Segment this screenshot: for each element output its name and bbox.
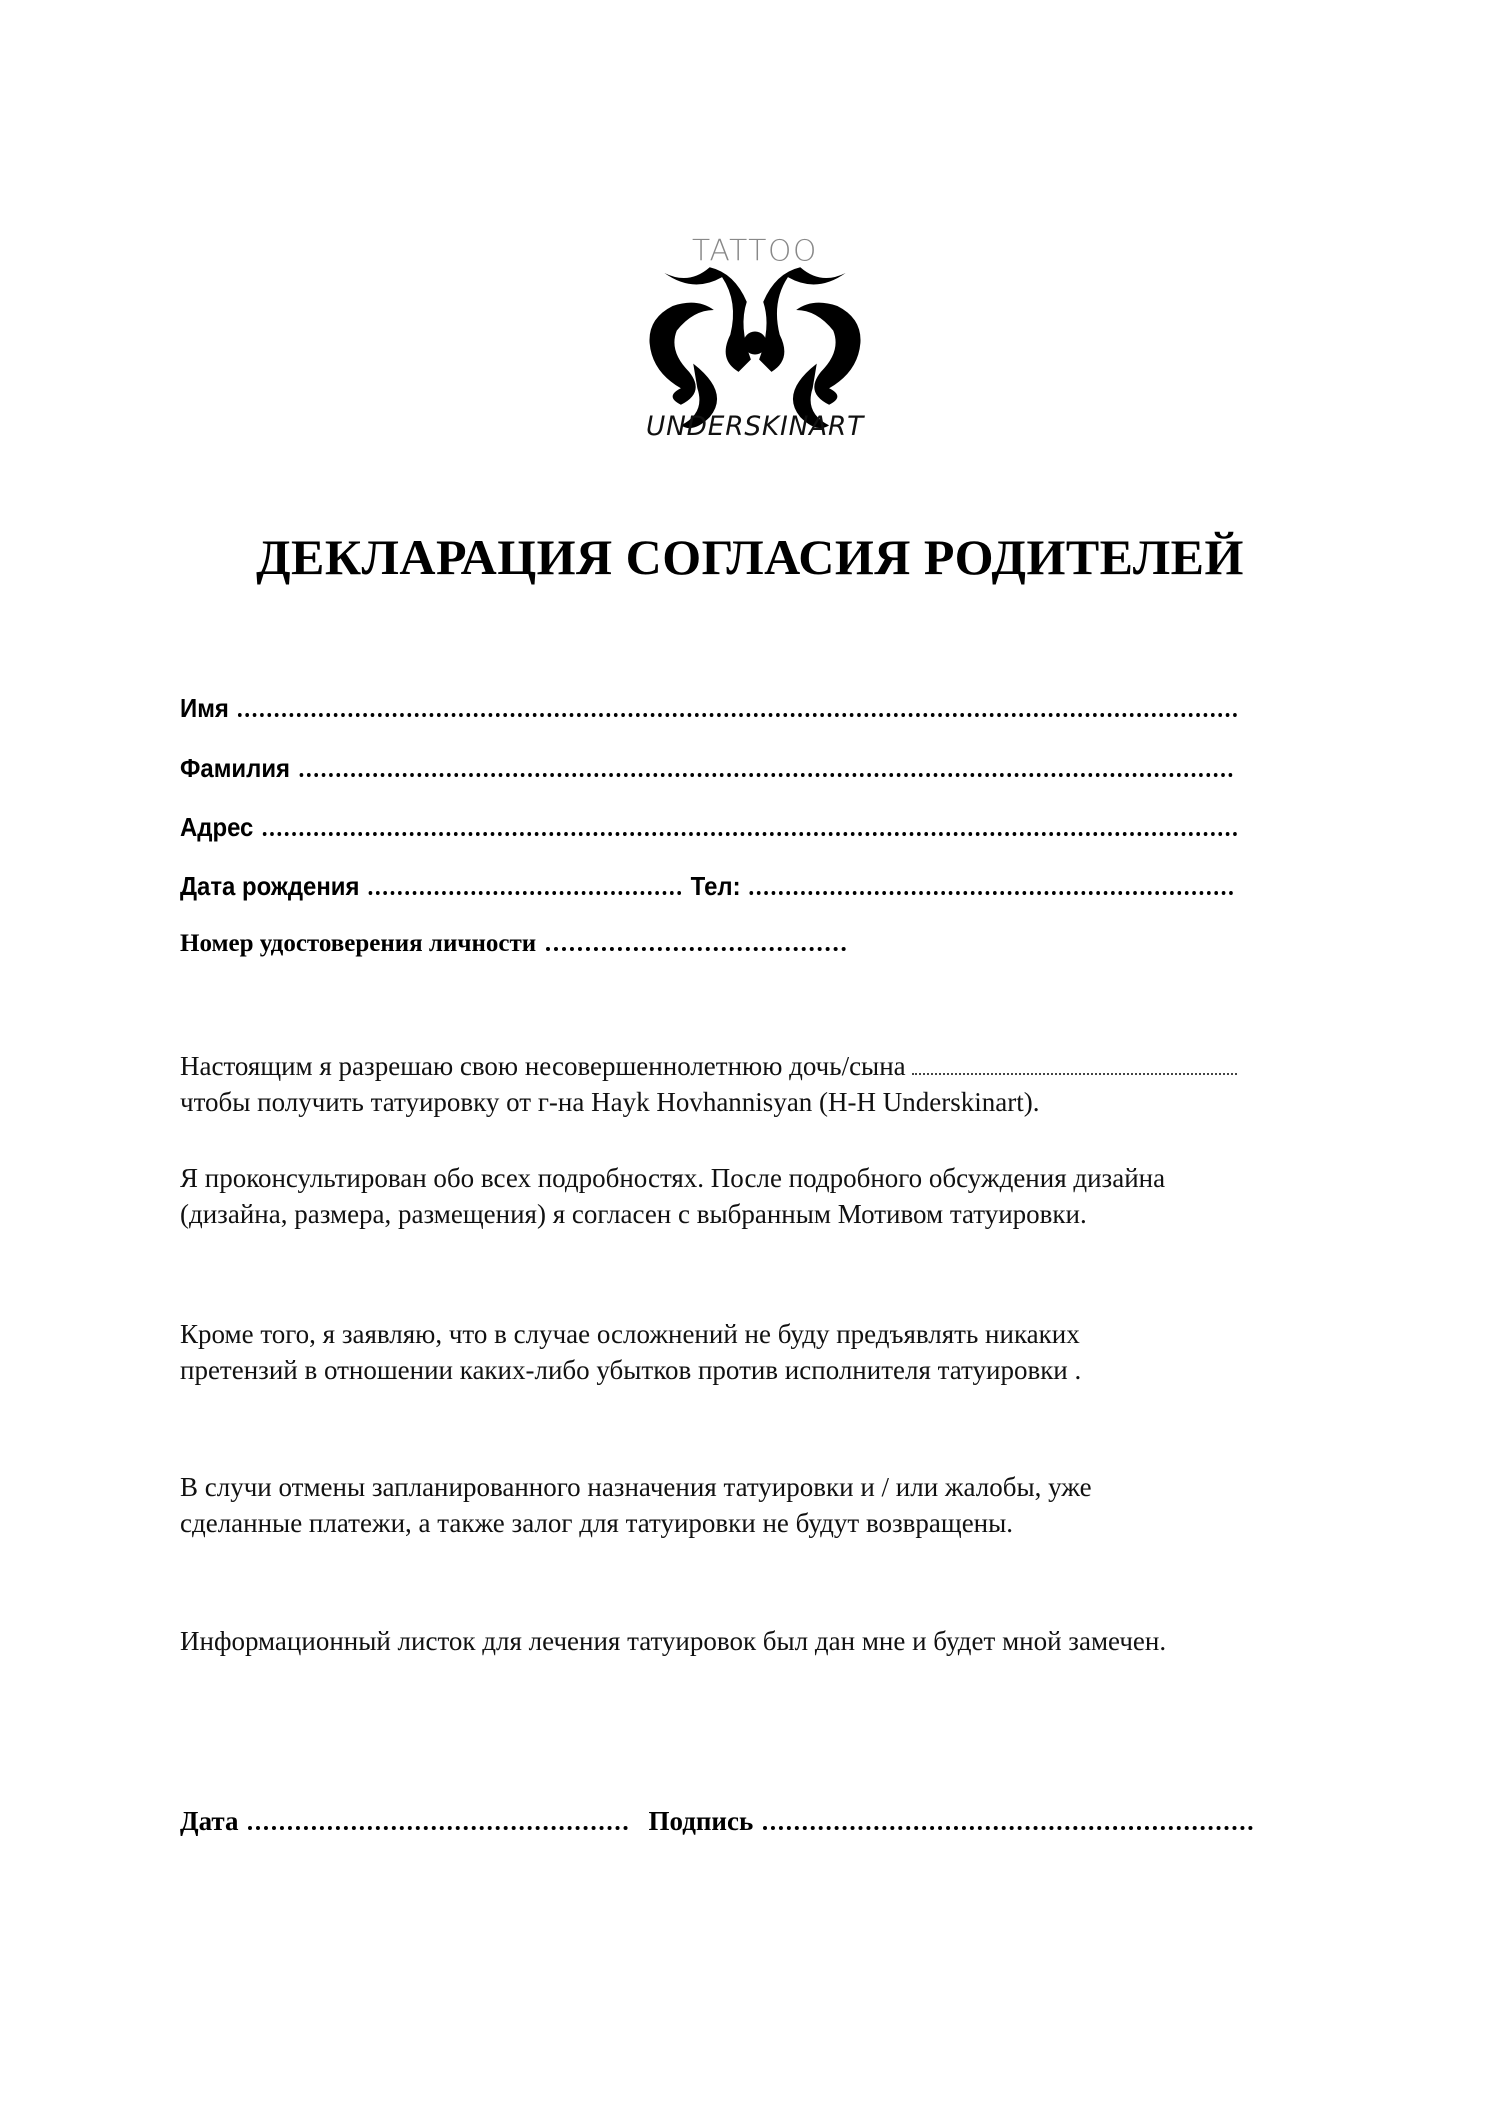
last-name-field[interactable] [180,753,1233,784]
phone-line[interactable] [750,891,1234,895]
paragraph-text: Я проконсультирован обо всех подробностях. После подробного обсуждения дизайна [180,1163,1166,1193]
phone-label: Тел: [690,871,741,901]
paragraph-text: Кроме того, я заявляю, что в случае осложнений не буду предъявлять никаких [180,1319,1080,1349]
paragraph-text: Информационный листок для лечения татуировок был дан мне и будет мной замечен. [180,1626,1167,1656]
paragraph-liability [180,1316,1360,1388]
id-number-field[interactable] [180,930,1330,958]
underskinart-logo [615,212,895,474]
address-label: Адрес [180,812,254,842]
id-number-label: Номер удостоверения личности [180,930,537,957]
svg-text:TATTOO: TATTOO [692,232,818,268]
address-field[interactable] [180,812,1238,843]
first-name-label: Имя [180,693,229,723]
paragraph-text: претензий в отношении каких-либо убытков против исполнителя татуировки . [180,1355,1082,1385]
birth-date-line[interactable] [369,891,682,895]
page-title: ДЕКЛАРАЦИЯ СОГЛАСИЯ РОДИТЕЛЕЙ [256,529,1244,585]
paragraph-cancellation [180,1469,1360,1541]
signature-line[interactable] [763,1826,1253,1830]
paragraph-permission [180,1048,1360,1120]
last-name-label: Фамилия [180,753,290,783]
signature-row[interactable] [180,1806,1253,1837]
first-name-field[interactable] [180,693,1238,724]
last-name-line[interactable] [299,773,1233,777]
id-number-line[interactable] [546,947,846,951]
child-name-line[interactable] [912,1073,1237,1075]
birth-date-label: Дата рождения [180,871,360,901]
birth-date-phone-row[interactable] [180,871,1233,902]
date-line[interactable] [248,1826,628,1830]
paragraph-text: В случи отмены запланированного назначения татуировки и / или жалобы, уже [180,1472,1092,1502]
date-label: Дата [180,1806,239,1836]
address-line[interactable] [263,832,1238,836]
paragraph-text: сделанные платежи, а также залог для татуировки не будут возвращены. [180,1508,1014,1538]
paragraph-text: чтобы получить татуировку от г-на Hayk Hovhannisyan (H-H Underskinart). [180,1087,1040,1117]
signature-label: Подпись [648,1806,754,1836]
paragraph-text: Настоящим я разрешаю свою несовершеннолетнюю дочь/сына [180,1051,906,1081]
first-name-line[interactable] [238,713,1238,717]
paragraph-aftercare [180,1623,1360,1659]
svg-text:UNDERSKINART: UNDERSKINART [646,412,864,443]
paragraph-consultation [180,1160,1360,1232]
paragraph-text: (дизайна, размера, размещения) я согласен с выбранным Мотивом татуировки. [180,1199,1087,1229]
